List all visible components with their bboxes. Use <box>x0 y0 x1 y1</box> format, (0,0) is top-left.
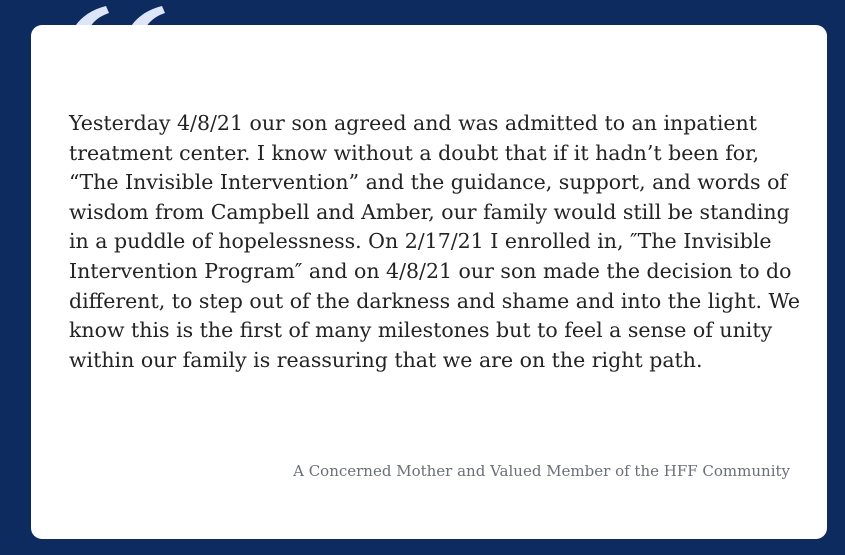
testimonial-card <box>31 25 827 539</box>
testimonial-attribution: A Concerned Mother and Valued Member of the HFF Community <box>293 462 790 480</box>
testimonial-quote: Yesterday 4/8/21 our son agreed and was admitted to an inpatient treatment center. I know without a doubt that if it hadn’t been for, “The Invisible Intervention” and the guidance, support, and words of wisdom from Campbell and Amber, our family would still be standing in a puddle of hopelessness. On 2/17/21 I enrolled in, ″The Invisible Intervention Program″ and on 4/8/21 our son made the decision to do different, to step out of the darkness and shame and into the light. We know this is the first of many milestones but to feel a sense of unity within our family is reassuring that we are on the right path. <box>69 111 801 372</box>
